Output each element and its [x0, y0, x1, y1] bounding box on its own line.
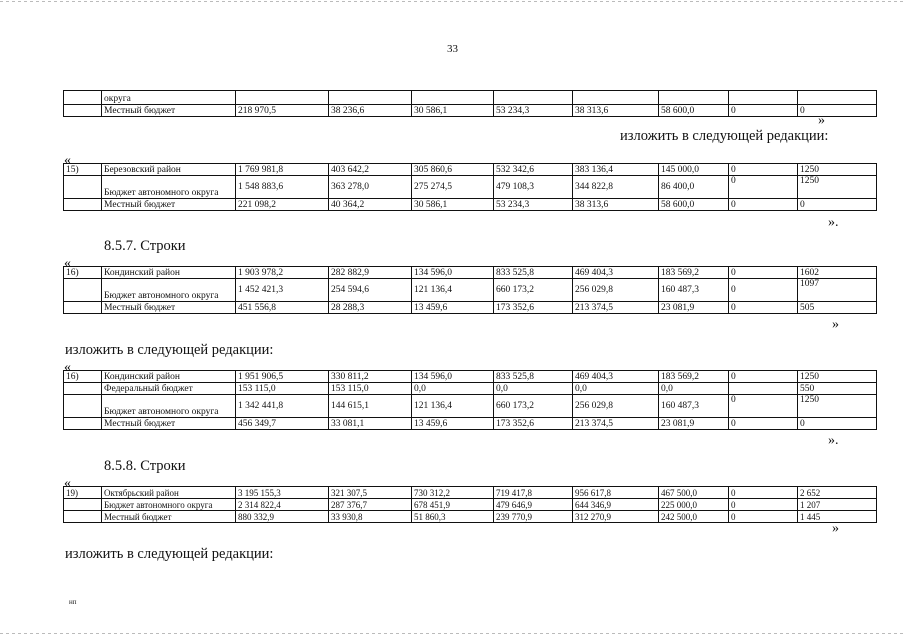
table-cell: 660 173,2: [494, 395, 573, 418]
table-cell: 312 270,9: [573, 511, 659, 523]
table-cell: 183 569,2: [659, 371, 729, 383]
table-cell: [798, 91, 877, 105]
table-cell: Бюджет автономного округа: [102, 176, 236, 199]
table-cell: 173 352,6: [494, 418, 573, 430]
table-cell: 1 951 906,5: [236, 371, 329, 383]
table-cell: 30 586,1: [412, 199, 494, 211]
table-row: [64, 279, 877, 302]
table-cell: 0: [729, 267, 798, 279]
table-cell: 0: [729, 371, 798, 383]
table-row: [64, 383, 877, 395]
table-cell: [494, 91, 573, 105]
table-cell: 225 000,0: [659, 499, 729, 511]
table-cell: [236, 91, 329, 105]
table-cell: 51 860,3: [412, 511, 494, 523]
table-cell: 0,0: [573, 383, 659, 395]
table-cell: 33 081,1: [329, 418, 412, 430]
close-quote-dot: ».: [828, 215, 839, 230]
table-cell: 153 115,0: [329, 383, 412, 395]
table-cell: 550: [798, 383, 877, 395]
table-cell: 330 811,2: [329, 371, 412, 383]
table-oktyabrsky-old: [63, 486, 877, 523]
table-cell: 16): [64, 371, 102, 383]
table-cell: 880 332,9: [236, 511, 329, 523]
table-cell: 121 136,4: [412, 279, 494, 302]
table-cell: [64, 199, 102, 211]
table-cell: Березовский район: [102, 164, 236, 176]
table-berezovsky-new: [63, 163, 877, 211]
table-row: [64, 487, 877, 499]
table-cell: 0,0: [494, 383, 573, 395]
table-cell: 218 970,5: [236, 105, 329, 117]
table-cell: 505: [798, 302, 877, 314]
table-cell: 0: [729, 499, 798, 511]
table-cell: [64, 279, 102, 302]
page-number: 33: [447, 43, 458, 55]
close-quote-dot: ».: [828, 433, 839, 448]
table-cell: округа: [102, 91, 236, 105]
table-cell: Бюджет автономного округа: [102, 395, 236, 418]
table-cell: 467 500,0: [659, 487, 729, 499]
table-cell: 86 400,0: [659, 176, 729, 199]
open-quote: «: [64, 360, 71, 375]
table-cell: 242 500,0: [659, 511, 729, 523]
table-row: [64, 267, 877, 279]
table-row: [64, 199, 877, 211]
table-cell: 30 586,1: [412, 105, 494, 117]
table-cell: 256 029,8: [573, 395, 659, 418]
table-cell: 134 596,0: [412, 267, 494, 279]
table-cell: 282 882,9: [329, 267, 412, 279]
table-cell: 160 487,3: [659, 279, 729, 302]
table-row: [64, 371, 877, 383]
table-cell: 38 313,6: [573, 105, 659, 117]
table-cell: 644 346,9: [573, 499, 659, 511]
table-cell: 956 617,8: [573, 487, 659, 499]
table-cell: 16): [64, 267, 102, 279]
table-cell: 2 314 822,4: [236, 499, 329, 511]
table-cell: 58 600,0: [659, 105, 729, 117]
table-cell: 275 274,5: [412, 176, 494, 199]
table-cell: 287 376,7: [329, 499, 412, 511]
table-row: [64, 302, 877, 314]
table-cell: 403 642,2: [329, 164, 412, 176]
table-cell: 305 860,6: [412, 164, 494, 176]
table-cell: 1 903 978,2: [236, 267, 329, 279]
table-cell: 1 207: [798, 499, 877, 511]
table-cell: [64, 418, 102, 430]
table-cell: 321 307,5: [329, 487, 412, 499]
table-cell: Местный бюджет: [102, 511, 236, 523]
table-cell: Местный бюджет: [102, 105, 236, 117]
table-cell: 479 108,3: [494, 176, 573, 199]
table-cell: 183 569,2: [659, 267, 729, 279]
table-cell: 145 000,0: [659, 164, 729, 176]
table-cell: 254 594,6: [329, 279, 412, 302]
open-quote: «: [64, 256, 71, 271]
table-cell: [573, 91, 659, 105]
close-quote: »: [832, 317, 839, 332]
table-cell: 1 445: [798, 511, 877, 523]
table-cell: Местный бюджет: [102, 199, 236, 211]
table-cell: [64, 176, 102, 199]
table-cell: 730 312,2: [412, 487, 494, 499]
table-cell: 532 342,6: [494, 164, 573, 176]
table-cell: Местный бюджет: [102, 302, 236, 314]
table-cell: 678 451,9: [412, 499, 494, 511]
table-cell: [329, 91, 412, 105]
table-cell: [64, 499, 102, 511]
table-cell: 40 364,2: [329, 199, 412, 211]
table-cell: 383 136,4: [573, 164, 659, 176]
table-cell: 719 417,8: [494, 487, 573, 499]
table-cell: [64, 91, 102, 105]
table-cell: 469 404,3: [573, 267, 659, 279]
table-cell: 38 236,6: [329, 105, 412, 117]
table-cell: 213 374,5: [573, 418, 659, 430]
table-cell: 13 459,6: [412, 302, 494, 314]
table-cell: 1 769 981,8: [236, 164, 329, 176]
table-cell: 344 822,8: [573, 176, 659, 199]
table-cell: 3 195 155,3: [236, 487, 329, 499]
section-heading-8-5-8: 8.5.8. Строки: [104, 458, 186, 474]
table-cell: 1 342 441,8: [236, 395, 329, 418]
section-heading-8-5-7: 8.5.7. Строки: [104, 238, 186, 254]
table-cell: 19): [64, 487, 102, 499]
table-row: [64, 499, 877, 511]
table-cell: 15): [64, 164, 102, 176]
table-cell: 0: [729, 511, 798, 523]
table-cell: 0: [729, 164, 798, 176]
table-cell: 1602: [798, 267, 877, 279]
table-cell: 1 452 421,3: [236, 279, 329, 302]
table-cell: 363 278,0: [329, 176, 412, 199]
table-cell: 23 081,9: [659, 302, 729, 314]
table-cell: Федеральный бюджет: [102, 383, 236, 395]
table-cell: [729, 91, 798, 105]
table-cell: 0,0: [412, 383, 494, 395]
table-cell: 833 525,8: [494, 267, 573, 279]
table-cell: 0: [798, 418, 877, 430]
open-quote: «: [64, 476, 71, 491]
table-cell: 239 770,9: [494, 511, 573, 523]
table-cell: 0: [729, 395, 798, 418]
table-cell: 0: [798, 199, 877, 211]
table-cell: 153 115,0: [236, 383, 329, 395]
scan-bottom-edge: [0, 633, 905, 634]
replace-instruction: изложить в следующей редакции:: [65, 546, 274, 562]
table-cell: 53 234,3: [494, 199, 573, 211]
table-cell: Бюджет автономного округа: [102, 279, 236, 302]
table-cell: 53 234,3: [494, 105, 573, 117]
table-cell: 0: [798, 105, 877, 117]
table-cell: 0: [729, 105, 798, 117]
table-cell: 213 374,5: [573, 302, 659, 314]
table-row: [64, 176, 877, 199]
table-cell: [659, 91, 729, 105]
table-cell: 0: [729, 279, 798, 302]
table-cell: 134 596,0: [412, 371, 494, 383]
table-cell: 833 525,8: [494, 371, 573, 383]
table-cell: 144 615,1: [329, 395, 412, 418]
table-cell: 0: [729, 487, 798, 499]
table-row: [64, 395, 877, 418]
replace-instruction: изложить в следующей редакции:: [65, 342, 274, 358]
table-cell: 13 459,6: [412, 418, 494, 430]
table-cell: 1250: [798, 395, 877, 418]
table-row: [64, 418, 877, 430]
table-kondinsky-old: [63, 266, 877, 314]
table-cell: Местный бюджет: [102, 418, 236, 430]
table-cell: 469 404,3: [573, 371, 659, 383]
table-cell: 2 652: [798, 487, 877, 499]
table-cell: Кондинский район: [102, 371, 236, 383]
scan-top-edge: [0, 1, 905, 2]
table-cell: [412, 91, 494, 105]
table-cell: 160 487,3: [659, 395, 729, 418]
table-cell: 121 136,4: [412, 395, 494, 418]
table-cell: 1250: [798, 164, 877, 176]
table-row: [64, 511, 877, 523]
table-cell: 58 600,0: [659, 199, 729, 211]
table-cell: 173 352,6: [494, 302, 573, 314]
table-kondinsky-new: [63, 370, 877, 430]
table-cell: Бюджет автономного округа: [102, 499, 236, 511]
table-cell: 33 930,8: [329, 511, 412, 523]
replace-instruction: изложить в следующей редакции:: [620, 128, 829, 144]
table-cell: 660 173,2: [494, 279, 573, 302]
footer-mark: нп: [69, 598, 77, 606]
table-cell: 0: [729, 302, 798, 314]
table-cell: 221 098,2: [236, 199, 329, 211]
table-cell: 1250: [798, 371, 877, 383]
table-cell: [64, 511, 102, 523]
table-cell: [64, 105, 102, 117]
table-cell: [729, 383, 798, 395]
table-cell: 28 288,3: [329, 302, 412, 314]
table-cell: Октябрьский район: [102, 487, 236, 499]
table-cell: 38 313,6: [573, 199, 659, 211]
table-cell: 456 349,7: [236, 418, 329, 430]
table-cell: 1097: [798, 279, 877, 302]
open-quote: «: [64, 153, 71, 168]
table-cell: 23 081,9: [659, 418, 729, 430]
table-continuation: [63, 90, 877, 117]
table-cell: [64, 395, 102, 418]
table-row: [64, 164, 877, 176]
table-cell: 451 556,8: [236, 302, 329, 314]
table-cell: [64, 383, 102, 395]
table-row: [64, 105, 877, 117]
table-cell: 0: [729, 418, 798, 430]
table-cell: 1250: [798, 176, 877, 199]
table-cell: 0: [729, 176, 798, 199]
table-cell: 256 029,8: [573, 279, 659, 302]
table-cell: [64, 302, 102, 314]
table-cell: 0,0: [659, 383, 729, 395]
close-quote: »: [832, 521, 839, 536]
table-cell: Кондинский район: [102, 267, 236, 279]
table-row: [64, 91, 877, 105]
close-quote: »: [818, 113, 825, 128]
table-cell: 1 548 883,6: [236, 176, 329, 199]
table-cell: 0: [729, 199, 798, 211]
table-cell: 479 646,9: [494, 499, 573, 511]
